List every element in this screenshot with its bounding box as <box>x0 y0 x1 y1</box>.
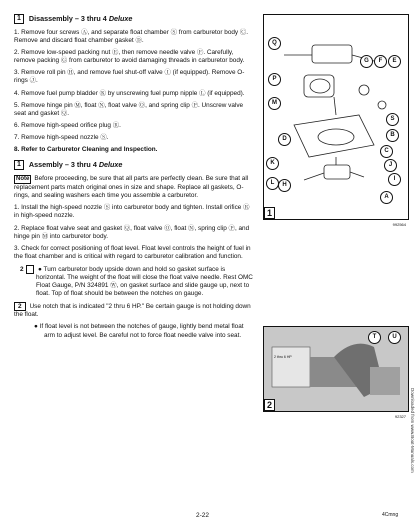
figure-2 <box>263 326 409 419</box>
disassembly-step-7: 7. Remove high-speed nozzle Ⓢ. <box>14 133 109 141</box>
callout-t: T <box>368 331 381 344</box>
figure-number: 2 <box>264 399 275 411</box>
assembly-step-1: 1. Install the high-speed nozzle Ⓢ into carburetor body and tighten. Install orifice Ⓡ in high-speed nozzle. <box>14 204 250 220</box>
callout-e: E <box>388 55 401 68</box>
callout-i: I <box>388 173 401 186</box>
assembly-bullet-1: 2 ● Turn carburetor body upside down and hold so gasket surface is horizontal. The weight of the float will close the float valve needle. Rest OMC Float Gauge, P/N 324891 Ⓦ, on gasket surface and slide gauge up, next to float. Top of float should be between the notches on gauge. <box>20 265 253 298</box>
disassembly-step-5: 5. Remove hinge pin Ⓜ, float Ⓝ, float valve Ⓞ, and spring clip Ⓟ. Unscrew valve seat and gasket Ⓠ. <box>14 101 244 117</box>
assembly-step-3: 3. Check for correct positioning of float level. Float level controls the height of fuel in the float chamber and is critical with regard to carburetor calibration and function. <box>14 244 251 260</box>
step-number-box: 2 <box>26 265 34 274</box>
disassembly-step-8: 8. Refer to Carburetor Cleaning and Inspection. <box>14 146 158 154</box>
text-column <box>14 14 254 344</box>
callout-g: G <box>360 55 373 68</box>
callout-u: U <box>388 331 401 344</box>
callout-j: J <box>384 159 397 172</box>
assembly-bullet-3: ● If float level is not between the notches of gauge, lightly bend metal float arm to adjust level. Be careful not to force float needle valve into seat. <box>34 323 244 339</box>
gauge-label: 2 thru 6 HP <box>274 355 292 359</box>
callout-q: Q <box>268 37 281 50</box>
disassembly-step-6: 6. Remove high-speed orifice plug Ⓡ. <box>14 121 121 129</box>
callout-l: L <box>266 177 279 190</box>
disassembly-step-4: 4. Remove fuel pump bladder Ⓚ by unscrewing fuel pump nipple Ⓛ (if equipped). <box>14 89 245 97</box>
assembly-bullet-2: 2 Use notch that is indicated "2 thru 6 HP." Be certain gauge is not holding down the float. <box>14 303 251 319</box>
disassembly-heading: 1 Disassembly – 3 thru 4 Deluxe <box>14 14 254 24</box>
callout-s: S <box>386 113 399 126</box>
figure-number: 1 <box>264 207 275 219</box>
callout-d: D <box>278 133 291 146</box>
callout-c: C <box>380 145 393 158</box>
note-label: Note <box>16 176 30 183</box>
assembly-heading: 1 Assembly – 3 thru 4 Deluxe <box>14 160 254 170</box>
callout-k: K <box>266 157 279 170</box>
callout-m: M <box>268 97 281 110</box>
disassembly-step-1: 1. Remove four screws Ⓐ, and separate float chamber Ⓢ from carburetor body Ⓒ. Remove and discard float chamber gasket Ⓓ. <box>14 29 249 45</box>
footer-code: 4Cmng <box>382 512 399 518</box>
callout-p: P <box>268 73 281 86</box>
figure-code: 92327 <box>394 414 406 419</box>
step-box: 1 <box>14 14 24 24</box>
callout-b: B <box>386 129 399 142</box>
callout-f: F <box>374 55 387 68</box>
float-gauge-photo <box>264 327 408 411</box>
step-number-box: 2 <box>14 302 26 311</box>
side-watermark: Downloaded from www.Boat-Manuals.com <box>410 388 415 473</box>
step-box: 1 <box>14 160 24 170</box>
disassembly-step-3: 3. Remove roll pin Ⓗ, and remove fuel shut-off valve Ⓘ (if equipped). Remove O-rings Ⓙ. <box>14 69 245 85</box>
callout-h: H <box>278 179 291 192</box>
disassembly-step-2: 2. Remove low-speed packing nut Ⓔ, then remove needle valve Ⓕ. Carefully, remove packing Ⓖ from carburetor to avoid damaging threads in carburetor body. <box>14 49 245 65</box>
callout-a: A <box>380 191 393 204</box>
page-number: 2-22 <box>196 512 210 519</box>
figure-code: 992564 <box>392 222 406 227</box>
figure-1 <box>263 14 409 227</box>
assembly-step-2: 2. Replace float valve seat and gasket Ⓠ, float valve Ⓞ, float Ⓝ, spring clip Ⓟ, and hinge pin Ⓜ into carburetor body. <box>14 224 250 240</box>
assembly-note: Note Before proceeding, be sure that all parts are perfectly clean. Be sure that all replacement parts match original ones in size and shape. Replace all gaskets, O-rings, and sealing washers each time you assemble a carburetor. <box>14 175 249 200</box>
